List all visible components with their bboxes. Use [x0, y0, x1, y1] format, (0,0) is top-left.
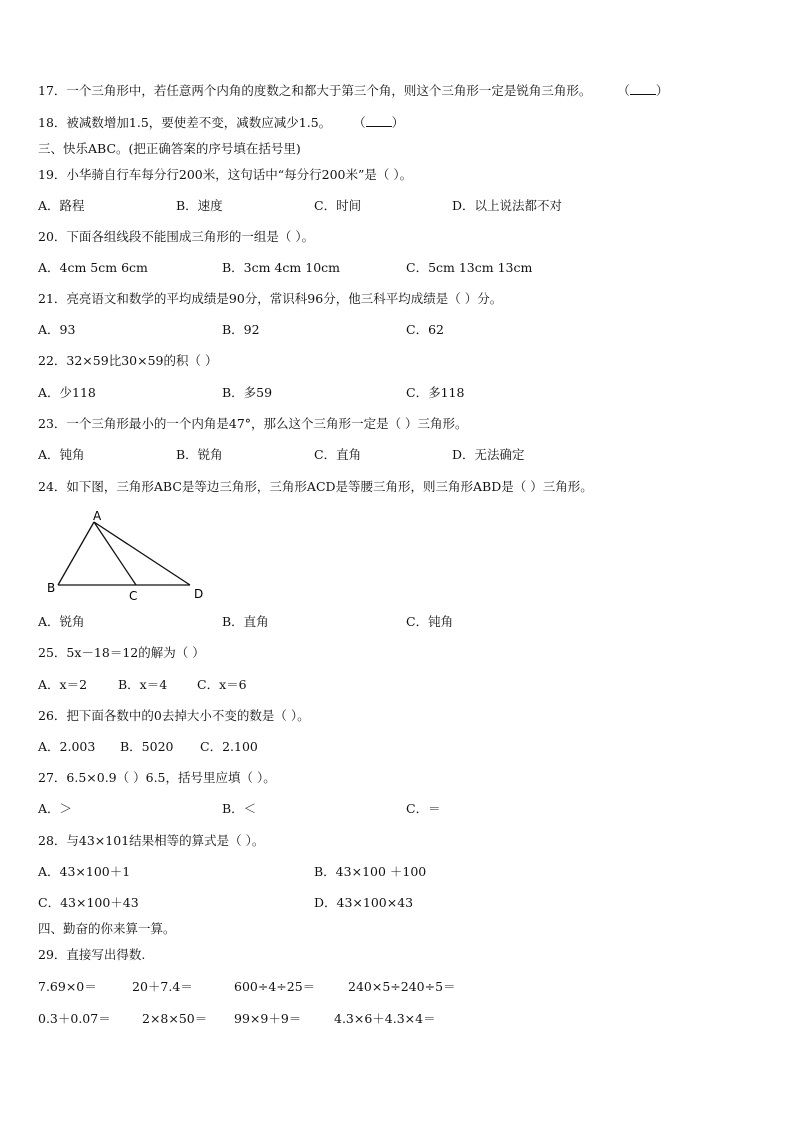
- q21-option-c[interactable]: C．62: [406, 322, 444, 337]
- q24-option-c[interactable]: C．钝角: [406, 614, 454, 629]
- calc-item: 4.3×6＋4.3×4＝: [334, 1011, 436, 1026]
- vertex-c-label: C: [129, 589, 138, 602]
- side-ac: [94, 522, 136, 585]
- q21-option-b[interactable]: B．92: [222, 322, 260, 337]
- question-27-text: 27．6.5×0.9（ ）6.5，括号里应填（ ）。: [38, 770, 276, 785]
- calc-item: 0.3＋0.07＝: [38, 1011, 111, 1026]
- question-25-text: 25．5x－18＝12的解为（ ）: [38, 645, 205, 660]
- q28-option-a[interactable]: A．43×100＋1: [38, 864, 131, 879]
- q28-option-c[interactable]: C．43×100＋43: [38, 895, 139, 910]
- q22-option-a[interactable]: A．少118: [38, 385, 96, 400]
- question-21-text: 21．亮亮语文和数学的平均成绩是90分，常识科96分，他三科平均成绩是（ ）分。: [38, 291, 503, 306]
- question-23-text: 23．一个三角形最小的一个内角是47°，那么这个三角形一定是（ ）三角形。: [38, 416, 468, 431]
- answer-blank-18[interactable]: [366, 115, 392, 127]
- section-4-heading: 四、勤奋的你来算一算。: [38, 921, 176, 936]
- q23-option-b[interactable]: B．锐角: [176, 447, 223, 462]
- q26-option-a[interactable]: A．2.003: [38, 739, 96, 754]
- q27-option-b[interactable]: B．＜: [222, 801, 257, 816]
- question-18: [38, 115, 404, 131]
- q27-option-c[interactable]: C．＝: [406, 801, 441, 816]
- paren-close: ）: [391, 115, 405, 130]
- triangle-figure: [44, 508, 214, 602]
- q28-option-b[interactable]: B．43×100 ＋100: [314, 864, 427, 879]
- question-29-text: 29．直接写出得数.: [38, 947, 146, 962]
- section-3-heading: 三、快乐ABC。(把正确答案的序号填在括号里): [38, 141, 301, 156]
- side-ad: [94, 522, 190, 585]
- q21-option-a[interactable]: A．93: [38, 322, 76, 337]
- q19-option-b[interactable]: B．速度: [176, 198, 223, 213]
- side-ab: [58, 522, 94, 585]
- q23-option-d[interactable]: D．无法确定: [452, 447, 525, 462]
- question-24-text: 24．如下图，三角形ABC是等边三角形，三角形ACD是等腰三角形，则三角形ABD是（ ）三角形。: [38, 479, 593, 494]
- calc-item: 600÷4÷25＝: [234, 979, 316, 994]
- calc-item: 2×8×50＝: [142, 1011, 208, 1026]
- q22-option-c[interactable]: C．多118: [406, 385, 465, 400]
- q25-option-a[interactable]: A．x＝2: [38, 677, 88, 692]
- q20-option-c[interactable]: C．5cm 13cm 13cm: [406, 260, 533, 275]
- q25-option-b[interactable]: B．x＝4: [118, 677, 168, 692]
- q20-option-a[interactable]: A．4cm 5cm 6cm: [38, 260, 148, 275]
- question-17: [38, 83, 668, 99]
- q28-option-d[interactable]: D．43×100×43: [314, 895, 414, 910]
- question-18-text: 18．被减数增加1.5，要使差不变，减数应减少1.5。: [38, 115, 332, 130]
- q19-option-a[interactable]: A．路程: [38, 198, 85, 213]
- vertex-a-label: A: [93, 509, 102, 523]
- q19-option-d[interactable]: D．以上说法都不对: [452, 198, 563, 213]
- vertex-d-label: D: [194, 587, 204, 601]
- q22-option-b[interactable]: B．多59: [222, 385, 273, 400]
- calc-item: 240×5÷240÷5＝: [348, 979, 456, 994]
- q26-option-c[interactable]: C．2.100: [200, 739, 258, 754]
- q19-option-c[interactable]: C．时间: [314, 198, 362, 213]
- q24-option-b[interactable]: B．直角: [222, 614, 269, 629]
- q24-option-a[interactable]: A．锐角: [38, 614, 85, 629]
- calc-item: 20＋7.4＝: [132, 979, 193, 994]
- q25-option-c[interactable]: C．x＝6: [197, 677, 247, 692]
- q26-option-b[interactable]: B．5020: [120, 739, 174, 754]
- q23-option-c[interactable]: C．直角: [314, 447, 362, 462]
- question-20-text: 20．下面各组线段不能围成三角形的一组是（ ）。: [38, 229, 315, 244]
- answer-blank-17[interactable]: [630, 83, 656, 95]
- paren-close: ）: [655, 83, 669, 98]
- paren-open: （: [617, 83, 630, 98]
- calc-item: 7.69×0＝: [38, 979, 97, 994]
- q27-option-a[interactable]: A．＞: [38, 801, 73, 816]
- question-26-text: 26．把下面各数中的0去掉大小不变的数是（ ）。: [38, 708, 310, 723]
- question-17-text: 17．一个三角形中，若任意两个内角的度数之和都大于第三个角，则这个三角形一定是锐角三角形。: [38, 83, 592, 98]
- question-28-text: 28．与43×101结果相等的算式是（ ）。: [38, 833, 265, 848]
- vertex-b-label: B: [47, 581, 56, 595]
- q23-option-a[interactable]: A．钝角: [38, 447, 85, 462]
- question-19-text: 19．小华骑自行车每分行200米，这句话中“每分行200米”是（ ）。: [38, 167, 413, 182]
- q20-option-b[interactable]: B．3cm 4cm 10cm: [222, 260, 341, 275]
- paren-open: （: [353, 115, 366, 130]
- question-22-text: 22．32×59比30×59的积（ ）: [38, 353, 218, 368]
- calc-item: 99×9＋9＝: [234, 1011, 302, 1026]
